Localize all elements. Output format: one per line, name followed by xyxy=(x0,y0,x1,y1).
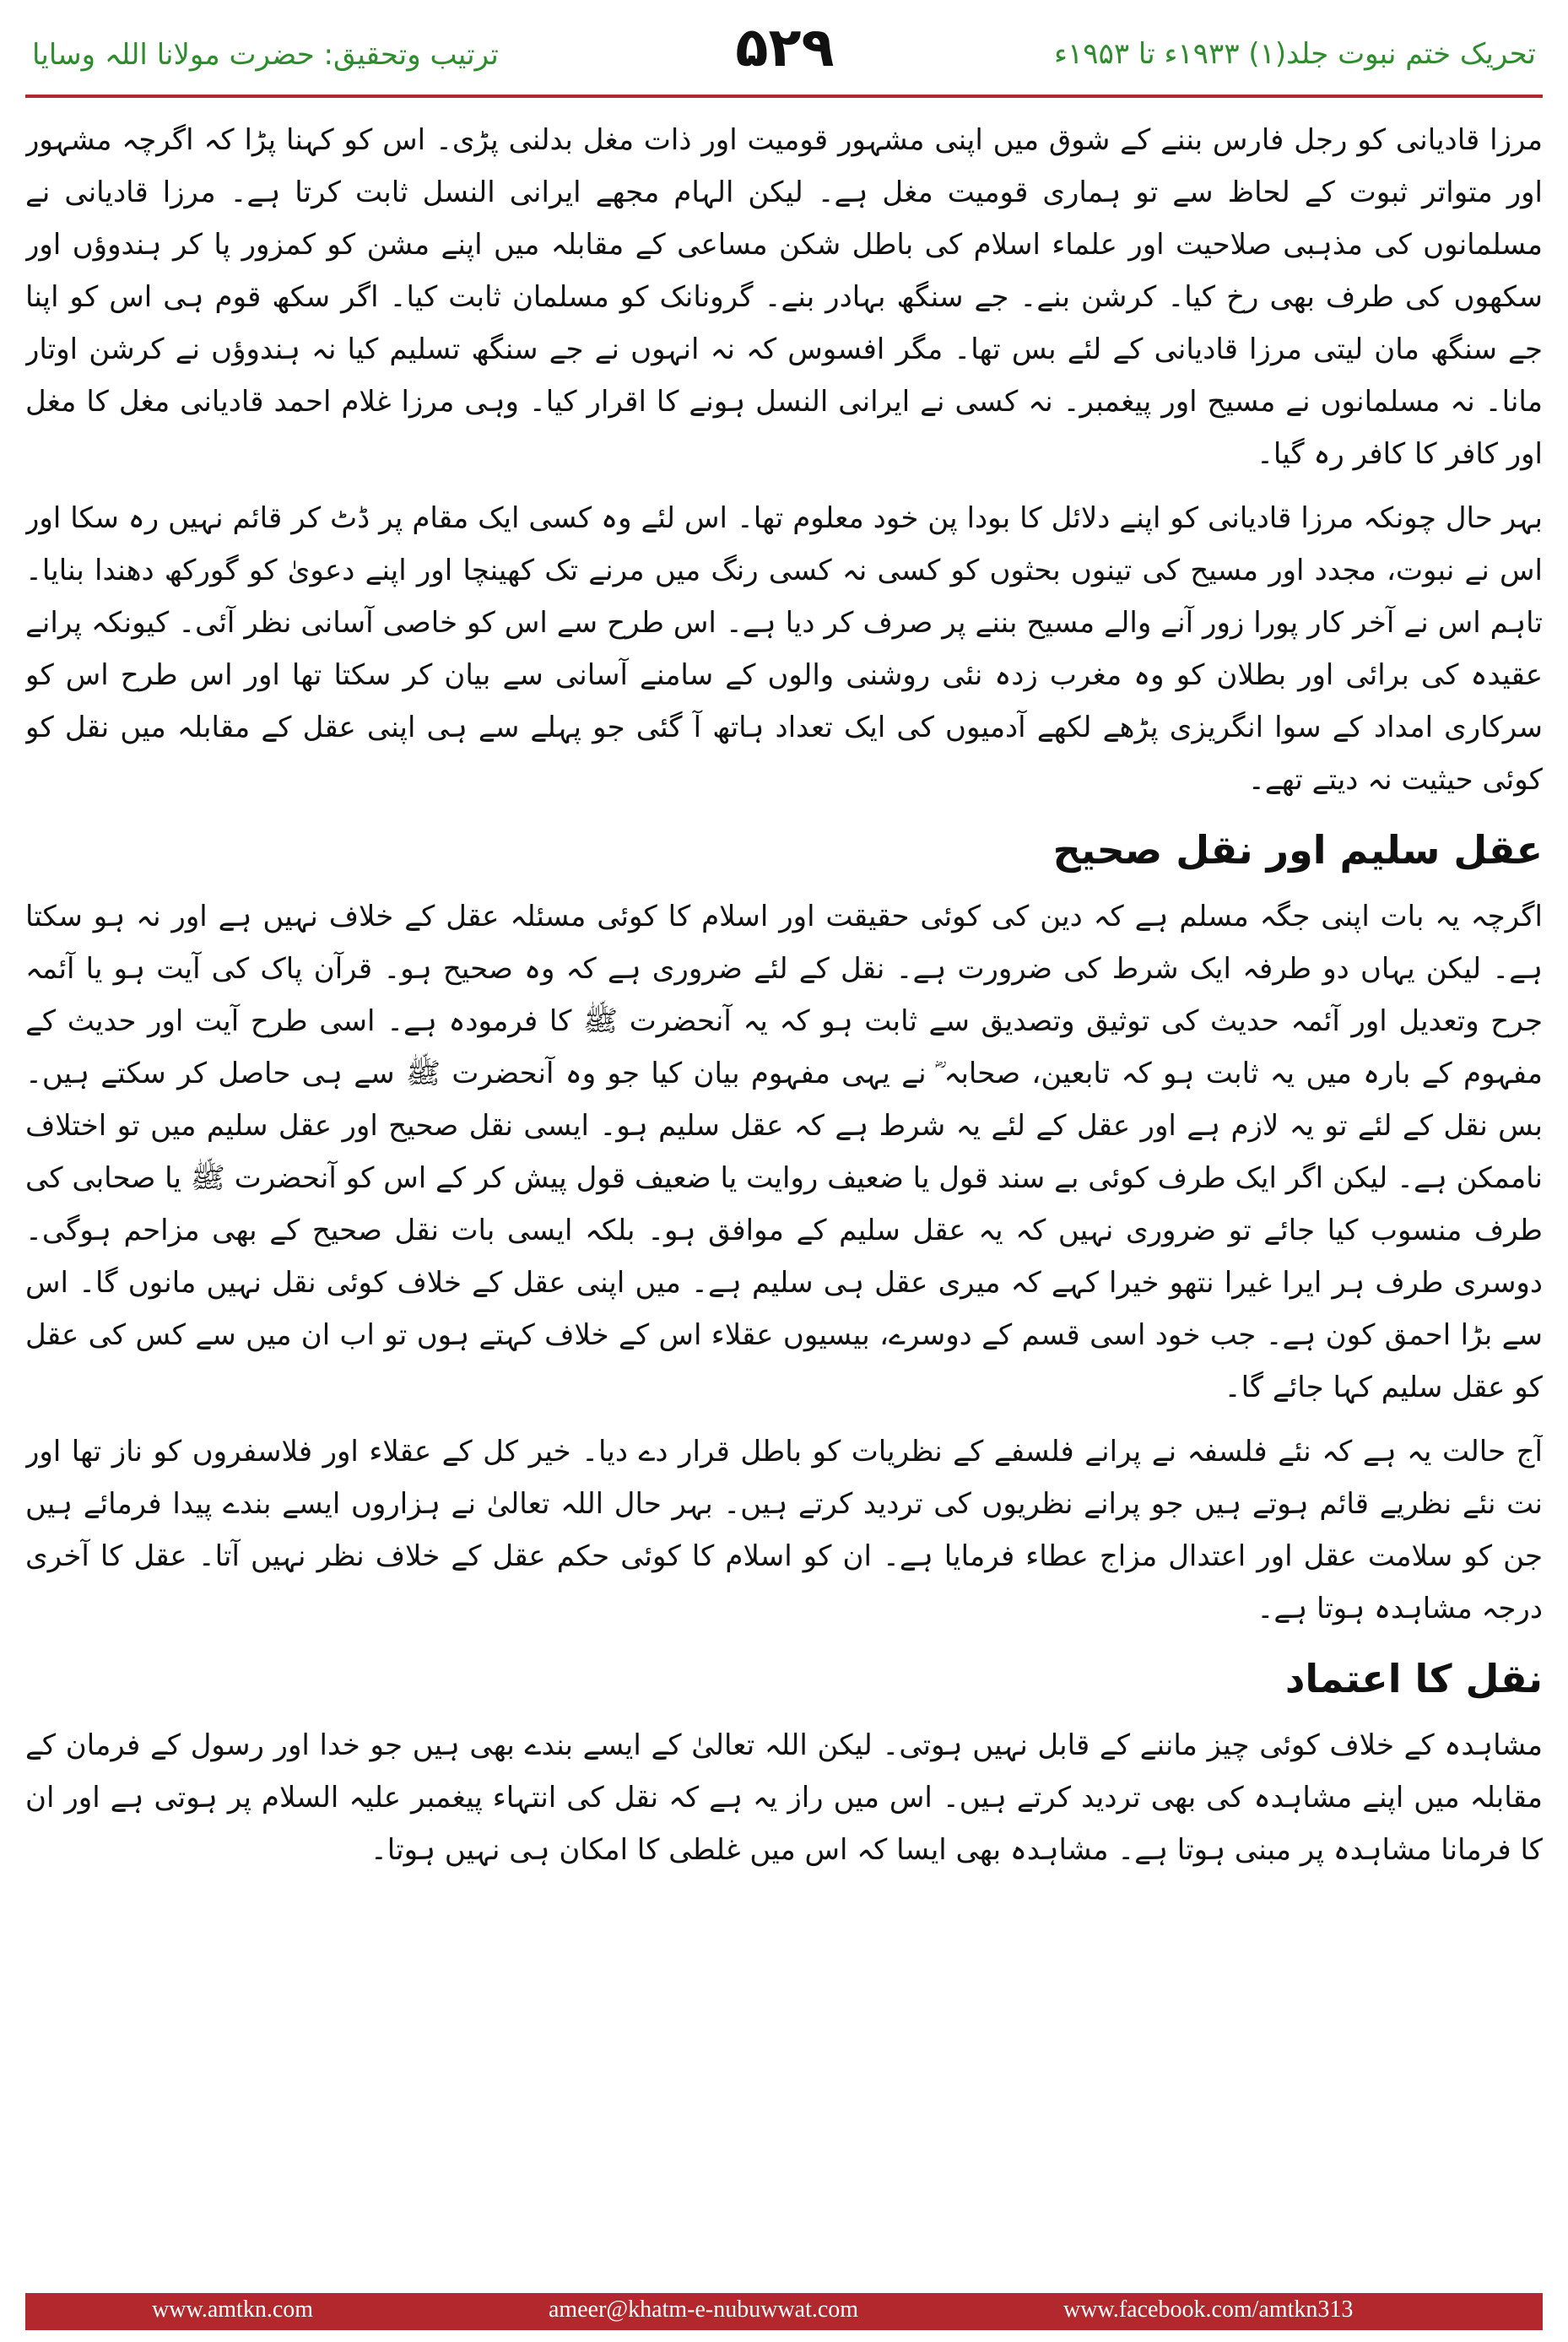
paragraph-4: آج حالت یہ ہے کہ نئے فلسفہ نے پرانے فلسفے کے نظریات کو باطل قرار دے دیا۔ خیر کل کے عقلاء اور فلاسفروں کو ناز تھا اور نت نئے نظریے قائم ہوتے ہیں جو پرانے نظریوں کی تردید کرتے ہیں۔ بہر حال اللہ تعالیٰ نے ہزاروں ایسے بندے پیدا فرمائے ہیں جن کو سلامت عقل اور اعتدال مزاج عطاء فرمایا ہے۔ ان کو اسلام کا کوئی حکم عقل کے خلاف نظر نہیں آتا۔ عقل کا آخری درجہ مشاہدہ ہوتا ہے۔ xyxy=(25,1435,1543,1625)
page-header xyxy=(0,0,1568,101)
page-number: ۵۲۹ xyxy=(735,17,835,79)
page-footer xyxy=(25,2293,1543,2330)
header-rule xyxy=(25,95,1543,98)
paragraph-5: مشاہدہ کے خلاف کوئی چیز ماننے کے قابل نہیں ہوتی۔ لیکن اللہ تعالیٰ کے ایسے بندے بھی ہیں جو خدا اور رسول کے فرمان کے مقابلہ میں اپنے مشاہدہ کی بھی تردید کرتے ہیں۔ اس میں راز یہ ہے کہ نقل کی انتہاء پیغمبر علیہ السلام پر ہوتی ہے اور ان کا فرمانا مشاہدہ پر مبنی ہوتا ہے۔ مشاہدہ بھی ایسا کہ اس میں غلطی کا امکان ہی نہیں ہوتا۔ xyxy=(25,1728,1543,1867)
section-heading-naql-ka-aitmad: نقل کا اعتماد xyxy=(1284,1656,1543,1701)
facebook-link[interactable]: www.facebook.com/amtkn313 xyxy=(1063,2296,1354,2323)
website-link[interactable]: www.amtkn.com xyxy=(152,2296,314,2323)
book-title: تحریک ختم نبوت جلد(۱) ۱۹۳۳ء تا ۱۹۵۳ء xyxy=(1054,37,1536,71)
paragraph-3: اگرچہ یہ بات اپنی جگہ مسلم ہے کہ دین کی کوئی حقیقت اور اسلام کا کوئی مسئلہ عقل کے خلاف نہیں ہے اور نہ ہو سکتا ہے۔ لیکن یہاں دو طرفہ ایک شرط کی ضرورت ہے۔ نقل کے لئے ضروری ہے کہ وہ صحیح ہو۔ قرآن پاک کی آیت ہو یا آئمہ جرح وتعدیل اور آئمہ حدیث کی توثیق وتصدیق سے ثابت ہو کہ یہ آنحضرت ﷺ کا فرمودہ ہے۔ اسی طرح آیت اور حدیث کے مفہوم کے بارہ میں یہ ثابت ہو کہ تابعین، صحابہ ؓ نے یہی مفہوم بیان کیا جو وہ آنحضرت ﷺ سے ہی حاصل کر سکتے ہیں۔ بس نقل کے لئے تو یہ لازم ہے اور عقل کے لئے یہ شرط ہے کہ عقل سلیم ہو۔ ایسی نقل صحیح اور عقل سلیم میں تو اختلاف ناممکن ہے۔ لیکن اگر ایک طرف کوئی بے سند قول یا ضعیف روایت یا ضعیف قول پیش کر کے اس کو آنحضرت ﷺ یا صحابی کی طرف منسوب کیا جائے تو ضروری نہیں کہ یہ عقل سلیم کے موافق ہو۔ بلکہ ایسی بات نقل صحیح کے بھی مزاحم ہوگی۔ دوسری طرف ہر ایرا غیرا نتھو خیرا کہے کہ میری عقل ہی سلیم ہے۔ میں اپنی عقل کے خلاف کوئی نقل نہیں مانوں گا۔ اس سے بڑا احمق کون ہے۔ جب خود اسی قسم کے دوسرے، بیسیوں عقلاء اس کے خلاف کہتے ہوں تو اب ان میں سے کس کی عقل کو عقل سلیم کہا جائے گا۔ xyxy=(25,900,1543,1404)
paragraph-2: بہر حال چونکہ مرزا قادیانی کو اپنے دلائل کا بودا پن خود معلوم تھا۔ اس لئے وہ کسی ایک مقام پر ڈٹ کر قائم نہیں رہ سکا اور اس نے نبوت، مجدد اور مسیح کی تینوں بحثوں کو کسی نہ کسی رنگ میں مرنے تک کھینچا اور اپنے دعویٰ کو گورکھ دھندا بنایا۔ تاہم اس نے آخر کار پورا زور آنے والے مسیح بننے پر صرف کر دیا ہے۔ اس طرح سے اس کو خاصی آسانی نظر آئی۔ کیونکہ پرانے عقیدہ کی برائی اور بطلان کو وہ مغرب زدہ نئی روشنی والوں کے سامنے آسانی سے بیان کر سکتا تھا اور اس طرح اس کو سرکاری امداد کے سوا انگریزی پڑھے لکھے آدمیوں کی ایک تعداد ہاتھ آ گئی جو پہلے سے ہی اپنی عقل کے مقابلہ میں نقل کو کوئی حیثیت نہ دیتے تھے۔ xyxy=(25,501,1543,797)
section-heading-aql-saleem: عقل سلیم اور نقل صحیح xyxy=(1052,827,1543,873)
page-body xyxy=(25,114,1543,2262)
compiler-credit: ترتیب وتحقیق: حضرت مولانا اللہ وسایا xyxy=(32,38,499,72)
paragraph-1: مرزا قادیانی کو رجل فارس بننے کے شوق میں اپنی مشہور قومیت اور ذات مغل بدلنی پڑی۔ اس کو کہنا پڑا کہ اگرچہ مشہور اور متواتر ثبوت کے لحاظ سے تو ہماری قومیت مغل ہے۔ لیکن الہام مجھے ایرانی النسل ثابت کرتا ہے۔ مرزا قادیانی نے مسلمانوں کی مذہبی صلاحیت اور علماء اسلام کی باطل شکن مساعی کے مقابلہ میں اپنے مشن کو کمزور پا کر ہندوؤں اور سکھوں کی طرف بھی رخ کیا۔ کرشن بنے۔ جے سنگھ بہادر بنے۔ گرونانک کو مسلمان ثابت کیا۔ اگر سکھ قوم ہی اس کو اپنا جے سنگھ مان لیتی مرزا قادیانی کے لئے بس تھا۔ مگر افسوس کہ نہ انہوں نے جے سنگھ تسلیم کیا نہ ہندوؤں نے کرشن اوتار مانا۔ نہ مسلمانوں نے مسیح اور پیغمبر۔ نہ کسی نے ایرانی النسل ہونے کا اقرار کیا۔ وہی مرزا غلام احمد قادیانی مغل کا مغل اور کافر کا کافر رہ گیا۔ xyxy=(25,123,1543,471)
email-link[interactable]: ameer@khatm-e-nubuwwat.com xyxy=(549,2296,859,2323)
